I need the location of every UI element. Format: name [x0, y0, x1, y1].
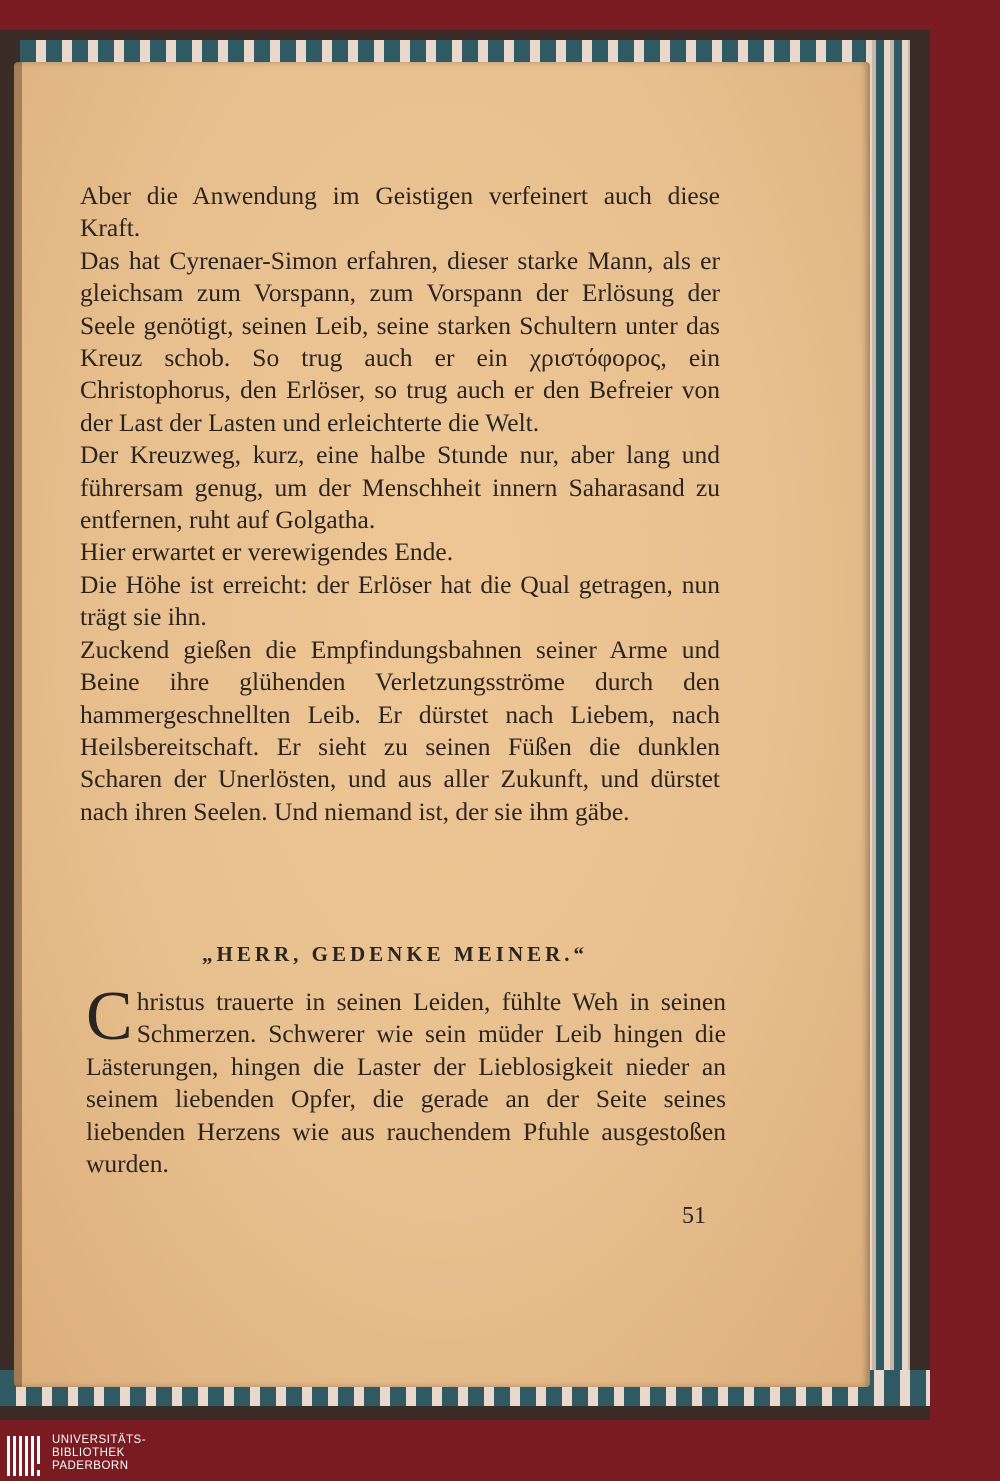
library-name-line3: PADERBORN	[52, 1460, 129, 1472]
paragraph: Aber die Anwendung im Geistigen verfeinert auch diese Kraft.	[80, 181, 720, 243]
paragraph: Zuckend gießen die Empfindungsbahnen seiner Arme und Beine ihre glühenden Verletzungsströme durch den hammergeschnellten Leib. Er dürstet nach Liebem, nach Heilsbereitschaft. Er sieht zu seinen Füßen die dunklen Scharen der Unerlösten, und aus aller Zukunft, und dürstet nach ihren Seelen. Und niemand ist, der sie ihm gäbe.	[80, 634, 720, 826]
library-logo-icon	[6, 1434, 44, 1478]
spine-shadow	[14, 62, 22, 1387]
paragraph: Das hat Cyrenaer-Simon erfahren, dieser starke Mann, als er gleichsam zum Vorspann, zum Vorspann der Erlösung der Seele genötigt, seinen Leib, seine starken Schultern unter das Kreuz schob. So trug auch er ein χριστόφορος, ein Christophorus, den Erlöser, so trug auch er den Befreier von der Last der Lasten und erleichterte die Welt.	[80, 245, 720, 437]
library-name-line1: UNIVERSITÄTS-	[52, 1434, 147, 1446]
paragraph: Der Kreuzweg, kurz, eine halbe Stunde nur, aber lang und führersam genug, um der Menschheit innern Saharasand zu entfernen, ruht auf Golgatha.	[80, 440, 720, 535]
library-name	[52, 1434, 146, 1473]
section-heading: „HERR, GEDENKE MEINER.“	[202, 942, 589, 966]
paragraph: Die Höhe ist erreicht: der Erlöser hat die Qual getragen, nun trägt sie ihn.	[80, 569, 720, 632]
paragraph: Hier erwartet er verewigendes Ende.	[80, 537, 454, 567]
section-paragraph: hristus trauerte in seinen Leiden, fühlte Weh in seinen Schmerzen. Schwerer wie sein müder Leib hingen die Lästerungen, hingen die Laster der Lieblosigkeit nieder an seinem liebenden Opfer, die gerade an der Seite seines liebenden Herzens wie aus rauchendem Pfuhle ausgestoßen wurden.	[86, 987, 726, 1179]
library-footer	[0, 1430, 1000, 1481]
section-text	[86, 978, 726, 1180]
library-name-line2: BIBLIOTHEK	[52, 1447, 125, 1459]
page-number: 51	[682, 1203, 706, 1229]
book-page	[14, 62, 870, 1387]
drop-cap: C	[86, 978, 133, 1055]
body-text	[80, 180, 720, 828]
